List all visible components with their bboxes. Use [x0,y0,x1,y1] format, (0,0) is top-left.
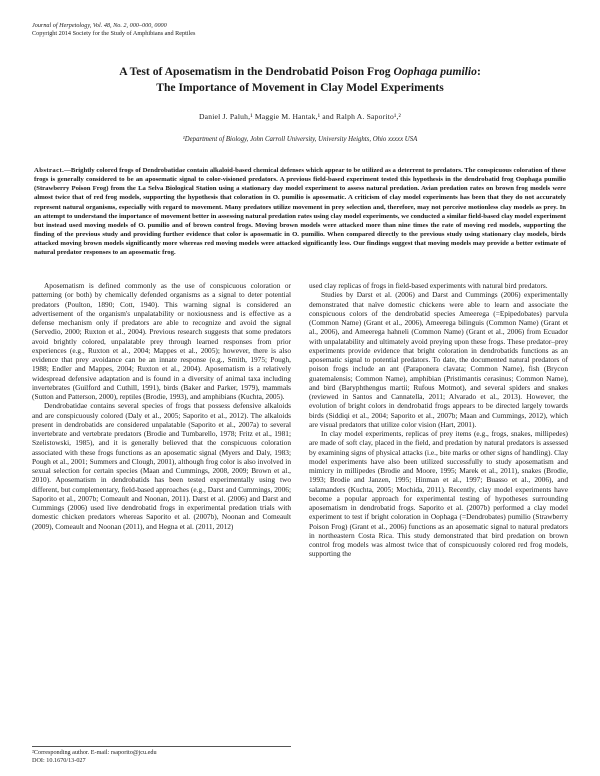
title-line-2: The Importance of Movement in Clay Model Experiments [156,81,444,94]
title-prefix: A Test of Aposematism in the Dendrobatid Poison Frog [119,65,394,78]
affiliation: ¹Department of Biology, John Carroll University, University Heights, Ohio xxxxx USA [182,136,418,143]
title-species: Oophaga pumilio [393,65,477,78]
journal-header [32,22,195,37]
footnote [32,746,291,765]
body-paragraph: Aposematism is defined commonly as the use of conspicuous coloration or patterning (or both) by chemically defended organisms as a signal to deter potential predators (Poulton, 1890; Cott, 1940). This warning signal is considered an advertisement of the organism's unpalatability or noxiousness and is effective as a defense mechanism only if predators are able to recognize and avoid the signal (Servedio, 2000; Ruxton et al., 2004). Previous research suggests that some predators avoid brightly colored, unpalatable prey through learned responses from prior experiences (e.g., Ruxton et al., 2004; Mappes et al., 2005); however, there is also evidence that prey avoidance can be an innate response (e.g., Smith, 1975; Pough, 1988; Endler and Mappes, 2004; Ruxton et al., 2004). Aposematism is a relatively widespread defensive adaptation and is found in a diversity of animal taxa including invertebrates (Guilford and Cuthill, 1991), birds (Baker and Parker, 1979), mammals (Sutton and Patterson, 2000), reptiles (Brodie, 1993), and amphibians (Kuchta, 2005). [32,281,291,401]
body-column-right [309,281,568,559]
doi: DOI: 10.1670/13-027 [32,757,86,764]
abstract-text: —Brightly colored frogs of Dendrobatidae contain alkaloid-based chemical defenses which appear to be utilized as a deterrent to predators. The conspicuous coloration of these frogs is generally considered to be an aposematic signal to color-visioned predators. A previous field-based experiment tested this hypothesis in the dendrobatid frog Oophaga pumilio (Strawberry Poison Frog) from the La Selva Biological Station using a stationary day model experiment to assess natural predation. Avian predation rates on brown frog models were almost twice that of red frog models, supporting the hypothesis that coloration in O. pumilio is aposematic. A criticism of clay model experiments has been that they do not accurately represent natural organisms, especially with regard to movement. Many predators utilize movement in prey selection and, therefore, may not perceive motionless clay models as prey. In an attempt to understand the importance of movement better in assessing natural predation rates using clay model experiments, we conducted a similar field-based clay model experiment but instead used moving models of O. pumilio and of brown control frogs. Moving brown models were attacked more than nine times the rate of moving red models, supporting the finding of the previous study and providing further evidence that color is aposematic in O. pumilio. When compared directly to the previous study using stationary clay models, birds attacked moving brown models significantly more whereas red moving models were attacked significantly less. Our findings suggest that moving models may provide a better estimate of natural predator responses to an aposematic frog. [34,167,566,257]
corresponding-author: ²Corresponding author. E-mail: rsaporito@jcu.edu [32,749,157,756]
copyright-notice: Copyright 2014 Society for the Study of Amphibians and Reptiles [32,29,196,37]
journal-citation: Journal of Herpetology, Vol. 48, No. 2, 000–000, 0000 [32,22,167,29]
abstract [34,166,566,258]
body-paragraph: used clay replicas of frogs in field-based experiments with natural bird predators. [309,281,548,290]
body-paragraph: In clay model experiments, replicas of prey items (e.g., frogs, snakes, millipedes) are made of soft clay, placed in the field, and predation by natural predators is assessed by examining signs of physical attacks (i.e., bite marks or other signs of handling). Clay model experiments have also been utilized successfully to study aposematism and mimicry in millipedes (Brodie and Moore, 1995; Marek et al., 2011), snakes (Brodie, 1993; Brodie and Janzen, 1995; Hinman et al., 1997; Buasso et al., 2006), and salamanders (Kuchta, 2005; Mochida, 2011). Recently, clay model experiments have become a popular approach for experimental testing of hypotheses surrounding aposematism in dendrobatid frogs. Saporito et al. (2007b) performed a clay model experiment to test if bright coloration in Oophaga (=Dendrobates) pumilio (Strawberry Poison Frog) (Grant et al., 2006) functions as an aposematic signal to natural predators in northeastern Costa Rica. This study demonstrated that bird predation on brown control frog models was almost twice that of conspicuously colored red frog models, supporting the [309,429,568,559]
body-column-left [32,281,291,531]
abstract-label: Abstract. [34,167,65,174]
title-line-1 [40,64,560,80]
paper-title [40,64,560,96]
body-paragraph: Dendrobatidae contains several species of frogs that possess defensive alkaloids and are conspicuously colored (Daly et al., 2005; Saporito et al., 2012). The alkaloids present in dendrobatids are considered unpalatable (Saporito et al., 2007a) to several invertebrate and vertebrate predators (Brodie and Tumbarello, 1978; Fritz et al., 1981; Szelistowski, 1985), and it is generally believed that the conspicuous coloration associated with these frogs functions as an aposematic signal (Myers and Daly, 1983; Pough et al., 2001; Summers and Clough, 2001), although frog color is also involved in sexual selection for certain species (Maan and Cummings, 2008, 2009; Brown et al., 2010). Aposematism in dendrobatids has been tested experimentally using two different, but complementary, field-based approaches (e.g., Darst and Cummings, 2006; Saporito et al., 2007b; Comeault and Noonan, 2011). Darst et al. (2006) and Darst and Cummings (2006) used live dendrobatid frogs in experimental predation trials with domestic chicken predators whereas Saporito et al. (2007b), Noonan and Comeault (2009), Comeault and Noonan (2011), and Hegna et al. (2011, 2012) [32,401,291,531]
body-paragraph: Studies by Darst et al. (2006) and Darst and Cummings (2006) experimentally demonstrated that naïve domestic chickens were able to learn and associate the conspicuous colors of the dendrobatid species Ameerega (=Epipedobates) parvula (Common Name) (Grant et al., 2006), Ameerega bilinguis (Common Name) (Grant et al., 2006), and Ameerega hahneli (Common Name) (Grant et al., 2006) from Ecuador with unpalatability and ultimately avoid preying upon these frogs. These predator–prey experiments provide evidence that bright coloration in dendrobatids functions as an aposematic signal to potential predators. To date, the documented natural predators of poison frogs include an ant (Paraponera clavata; Common Name), fish (Brycon guatemalensis; Common Name), amphibian (Pristimantis cerasinus; Common Name), and bird (Baryphthengus martii; Rufous Motmot), and several spiders and snakes (reviewed in Santos and Cannatella, 2011; Alvarado et al., 2013). However, the evolution of bright colors in dendrobatid frogs appears to be directed largely towards birds (Siddiqi et al., 2004; Saporito et al., 2007b; Maan and Cummings, 2012), which are visual predators that utilize color vision (Hart, 2001). [309,290,568,429]
title-colon: : [476,65,481,78]
author-list: Daniel J. Paluh,¹ Maggie M. Hantak,¹ and Ralph A. Saporito¹,² [198,112,402,121]
